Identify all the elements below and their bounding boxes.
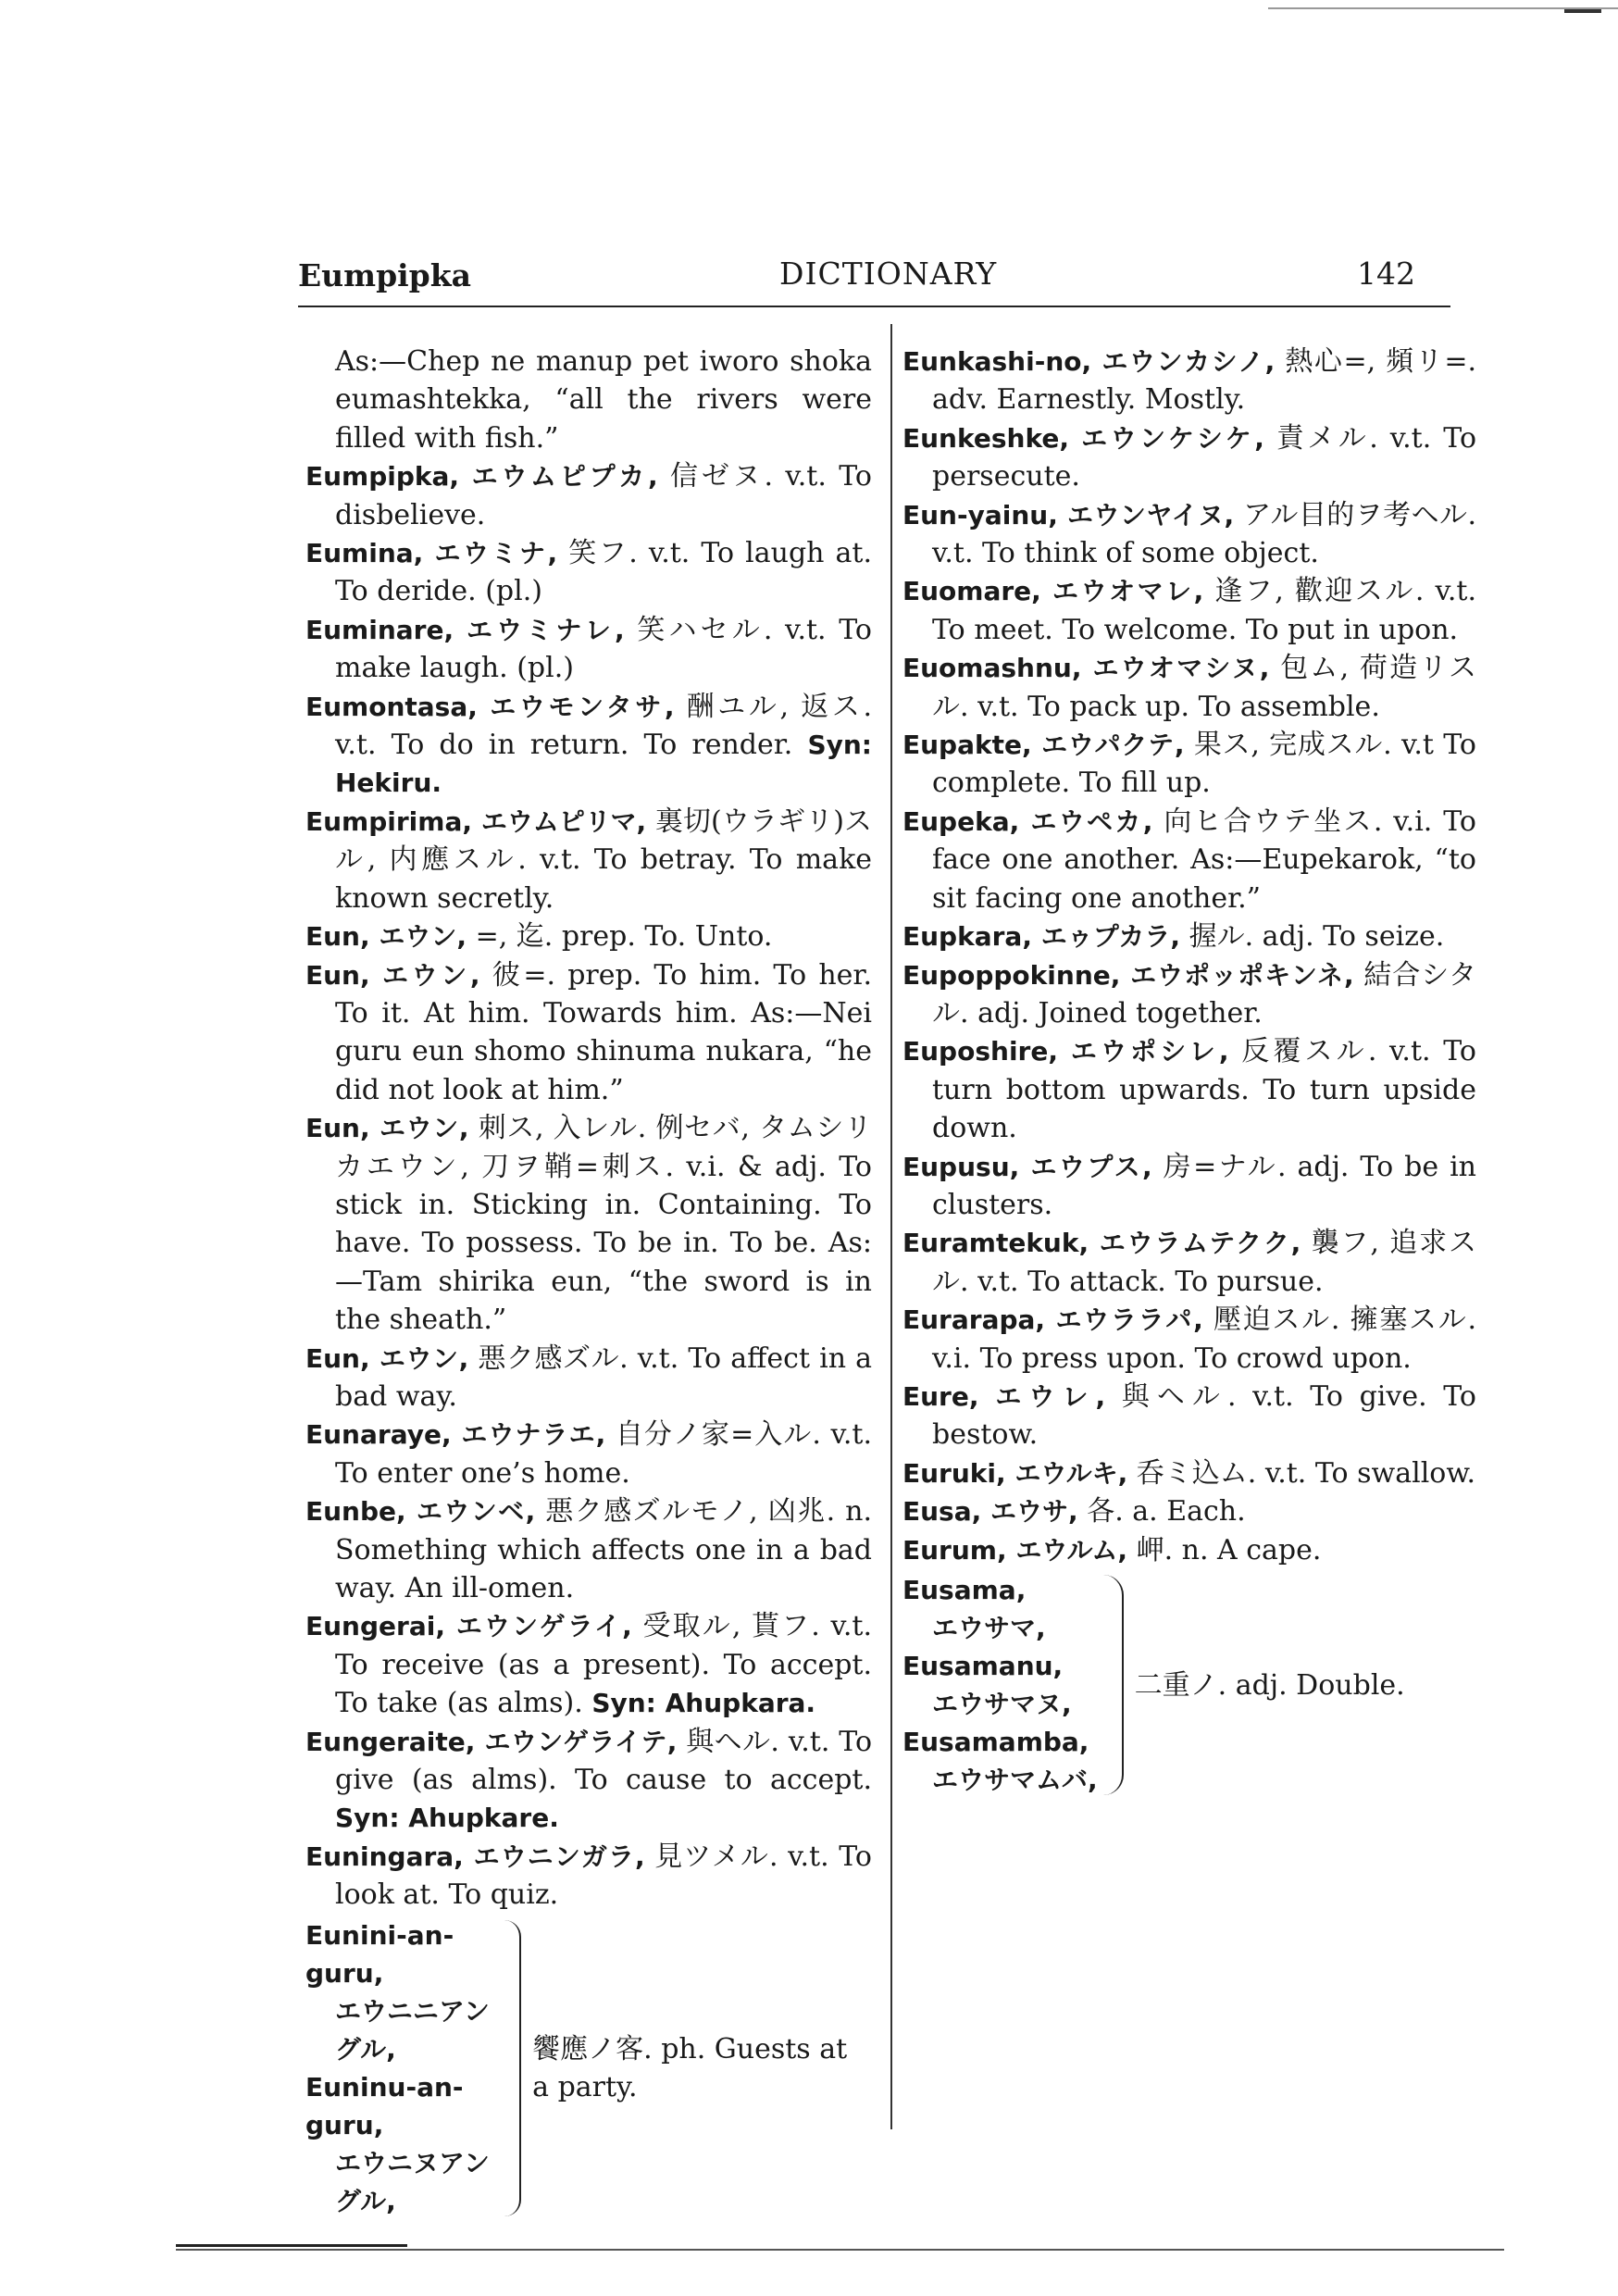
dictionary-entry	[902, 572, 1476, 649]
dictionary-entry	[305, 1340, 872, 1416]
dictionary-entry	[902, 917, 1476, 955]
entry-definition: 反覆スル. v.t. To turn bottom upwards. To turn upside down.	[932, 1035, 1476, 1145]
group-headword: エウニヌアングル,	[335, 2147, 490, 2216]
dictionary-entry	[902, 956, 1476, 1033]
entry-definition: 彼=. prep. To him. To her. To it. At him. Towards him. As:—Nei guru eun shomo shinuma nukara, “he did not look at him.”	[335, 958, 872, 1106]
entry-headword: Eurarapa, エウララパ,	[902, 1304, 1203, 1336]
entry-headword: Eurum, エウルム,	[902, 1534, 1128, 1566]
entry-definition: 信ゼヌ. v.t. To disbelieve.	[335, 460, 872, 531]
entry-headword: Euminare, エウミナレ,	[305, 614, 625, 645]
dictionary-entry	[902, 419, 1476, 496]
entry-headword: Eupoppokinne, エウポッポキンネ,	[902, 959, 1354, 991]
dictionary-entry	[305, 803, 872, 917]
group-definition: 二重ノ. adj. Double.	[1134, 1668, 1405, 1702]
entry-definition: 包ム, 荷造リスル. v.t. To pack up. To assemble.	[932, 652, 1476, 723]
dictionary-entry	[305, 917, 872, 955]
dictionary-entry	[305, 1109, 872, 1339]
entry-definition: 受取ル, 貰フ. v.t. To receive (as a present). To accept. To take (as alms).	[335, 1610, 872, 1720]
group-headword: エウサマヌ,	[932, 1689, 1072, 1719]
entry-headword: Eun, エウン,	[305, 959, 480, 991]
entry-definition: 熱心=, 頻リ=. adv. Earnestly. Mostly.	[932, 345, 1476, 417]
entry-definition: 呑ミ込ム. v.t. To swallow.	[1127, 1456, 1476, 1490]
entry-headword: Eumpirima, エウムピリマ,	[305, 805, 647, 837]
dictionary-entry	[902, 803, 1476, 917]
entry-definition: 握ル. adj. To seize.	[1180, 920, 1445, 954]
entry-headword: Eunaraye, エウナラエ,	[305, 1419, 606, 1451]
entry-headword: Eupeka, エウペカ,	[902, 805, 1153, 837]
group-headword: Eusamanu,	[902, 1651, 1064, 1681]
dictionary-entry	[902, 1148, 1476, 1225]
entry-definition: 刺ス, 入レル. 例セバ, タムシリカエウン, 刀ヲ鞘=刺ス. v.i. & adj. To stick in. Sticking in. Containing. To have. To possess. To be in. To be. As:—Tam shirika eun, “the sword is in the sheath.”	[335, 1112, 872, 1337]
entry-definition: 酬ユル, 返ス. v.t. To do in return. To render.	[335, 690, 872, 762]
entry-definition: 岬. n. A cape.	[1127, 1533, 1322, 1566]
entry-headword: Eusa, エウサ,	[902, 1496, 1078, 1528]
bottom-rule	[176, 2249, 1504, 2251]
entry-headword: Eure, エウレ,	[902, 1380, 1106, 1412]
entry-headword: Euramtekuk, エウラムテクク,	[902, 1228, 1301, 1259]
entry-headword: Eumpipka, エウムピプカ,	[305, 461, 658, 493]
grouped-entry	[902, 1571, 1476, 1799]
entry-definition: 悪ク感ズルモノ, 凶兆. n. Something which affects one in a bad way. An ill-omen.	[335, 1495, 872, 1604]
left-column	[305, 343, 872, 2220]
entry-headword: Eungerai, エウンゲライ,	[305, 1611, 632, 1642]
entry-definition: 逢フ, 歡迎スル. v.t. To meet. To welcome. To put in upon.	[932, 575, 1476, 646]
group-headword: Eusamamba,	[902, 1727, 1089, 1757]
dictionary-entry	[902, 1454, 1476, 1492]
dictionary-entry	[305, 343, 872, 457]
entry-headword: Eupkara, エゥプカラ,	[902, 921, 1181, 953]
grouping-brace	[1103, 1575, 1124, 1795]
entry-definition: 房=ナル. adj. To be in clusters.	[932, 1150, 1476, 1221]
entry-definition: 結合シタル. adj. Joined together.	[932, 958, 1476, 1029]
dictionary-entry	[902, 1492, 1476, 1530]
entry-synonym: Syn: Ahupkara.	[591, 1688, 816, 1719]
entry-headword: Eunkeshke, エウンケシケ,	[902, 422, 1264, 454]
entry-headword: Eunbe, エウンベ,	[305, 1496, 536, 1528]
dictionary-entry	[902, 343, 1476, 419]
dictionary-entry	[902, 1378, 1476, 1454]
dictionary-entry	[305, 534, 872, 611]
header-divider	[298, 306, 1450, 307]
entry-definition: 各. a. Each.	[1077, 1495, 1246, 1529]
entry-synonym: Syn: Ahupkare.	[335, 1803, 559, 1834]
group-headword: Eunini-an-guru,	[305, 1919, 454, 1989]
top-scan-mark	[1564, 9, 1601, 13]
dictionary-entry	[902, 1224, 1476, 1301]
dictionary-entry	[305, 1492, 872, 1607]
dictionary-entry	[902, 1301, 1476, 1378]
entry-synonym: Syn: Hekiru.	[335, 730, 872, 799]
group-headword: エウニニアングル,	[335, 1995, 490, 2065]
entry-definition: 果ス, 完成スル. v.t To complete. To fill up.	[932, 729, 1476, 800]
entry-headword: Euomashnu, エウオマシヌ,	[902, 653, 1270, 684]
dictionary-entry	[902, 1531, 1476, 1569]
bottom-scan-mark	[176, 2244, 407, 2247]
page-number: 142	[1357, 256, 1415, 292]
entry-definition: 裏切(ウラギリ)スル, 内應スル. v.t. To betray. To make known secretly.	[335, 805, 872, 915]
page-title: DICTIONARY	[779, 256, 998, 292]
entry-headword: Eupusu, エウプス,	[902, 1151, 1152, 1182]
entry-headword: Eun-yainu, エウンヤイヌ,	[902, 499, 1235, 530]
dictionary-entry	[305, 688, 872, 803]
dictionary-entry	[902, 726, 1476, 803]
entry-definition: As:—Chep ne manup pet iworo shoka eumashtekka, “all the rivers were filled with fish.”	[335, 345, 872, 455]
entry-definition: 壓迫スル. 擁塞スル. v.i. To press upon. To crowd upon.	[932, 1304, 1476, 1375]
dictionary-entry	[902, 649, 1476, 726]
entry-definition: 向ヒ合ウテ坐ス. v.i. To face one another. As:—Eupekarok, “to sit facing one another.”	[932, 805, 1476, 915]
entry-headword: Euomare, エウオマレ,	[902, 576, 1204, 607]
entry-headword: Eumontasa, エウモンタサ,	[305, 691, 675, 722]
running-headword: Eumpipka	[298, 257, 471, 293]
entry-headword: Eun, エウン,	[305, 1113, 469, 1144]
entry-definition: 笑ハセル. v.t. To make laugh. (pl.)	[335, 613, 872, 685]
entry-definition: 見ツメル. v.t. To look at. To quiz.	[335, 1840, 872, 1912]
entry-headword: Eupakte, エウパクテ,	[902, 730, 1185, 761]
entry-headword: Eumina, エウミナ,	[305, 538, 558, 569]
entry-definition: =, 迄. prep. To. Unto.	[467, 920, 773, 954]
group-headword: Euninu-an-guru,	[305, 2071, 464, 2140]
dictionary-entry	[305, 1607, 872, 1722]
entry-headword: Eun, エウン,	[305, 921, 467, 953]
dictionary-entry	[305, 956, 872, 1110]
dictionary-entry	[305, 1416, 872, 1492]
page-header	[298, 250, 1450, 298]
entry-definition: 與ヘル. v.t. To give (as alms). To cause to accept.	[335, 1725, 873, 1797]
entry-headword: Eun, エウン,	[305, 1342, 469, 1374]
group-headword: エウサマ,	[932, 1613, 1046, 1643]
entry-headword: Euningara, エウニンガラ,	[305, 1841, 645, 1872]
entry-headword: Eungeraite, エウンゲライテ,	[305, 1726, 678, 1757]
entry-headword: Eunkashi-no, エウンカシノ,	[902, 346, 1276, 377]
group-headword: Eusama,	[902, 1575, 1027, 1605]
entry-definition: 笑フ. v.t. To laugh at. To deride. (pl.)	[335, 537, 873, 608]
entry-definition: 襲フ, 追求スル. v.t. To attack. To pursue.	[932, 1227, 1476, 1298]
entry-headword: Euposhire, エウポシレ,	[902, 1036, 1229, 1067]
dictionary-entry	[305, 1723, 872, 1838]
entry-definition: 悪ク感ズル. v.t. To affect in a bad way.	[335, 1341, 872, 1413]
dictionary-entry	[305, 611, 872, 688]
dictionary-entry	[305, 1838, 872, 1915]
group-headword: エウサマムバ,	[932, 1765, 1098, 1795]
entry-definition: アル目的ヲ考ヘル. v.t. To think of some object.	[932, 498, 1476, 570]
dictionary-entry	[902, 1032, 1476, 1147]
group-headwords	[305, 1916, 499, 2220]
dictionary-entry	[902, 496, 1476, 573]
right-column	[902, 343, 1476, 1799]
entry-definition: 自分ノ家=入ル. v.t. To enter one’s home.	[335, 1418, 872, 1490]
group-headwords	[902, 1571, 1098, 1799]
grouping-brace	[504, 1920, 521, 2216]
group-definition: 饗應ノ客. ph. Guests at a party.	[532, 2032, 848, 2103]
dictionary-entry	[305, 457, 872, 534]
entry-headword: Euruki, エウルキ,	[902, 1457, 1128, 1489]
entry-definition: 責メル. v.t. To persecute.	[932, 421, 1477, 493]
entry-definition: 與ヘル. v.t. To give. To bestow.	[932, 1379, 1476, 1452]
column-divider	[890, 324, 892, 2129]
grouped-entry	[305, 1916, 872, 2220]
